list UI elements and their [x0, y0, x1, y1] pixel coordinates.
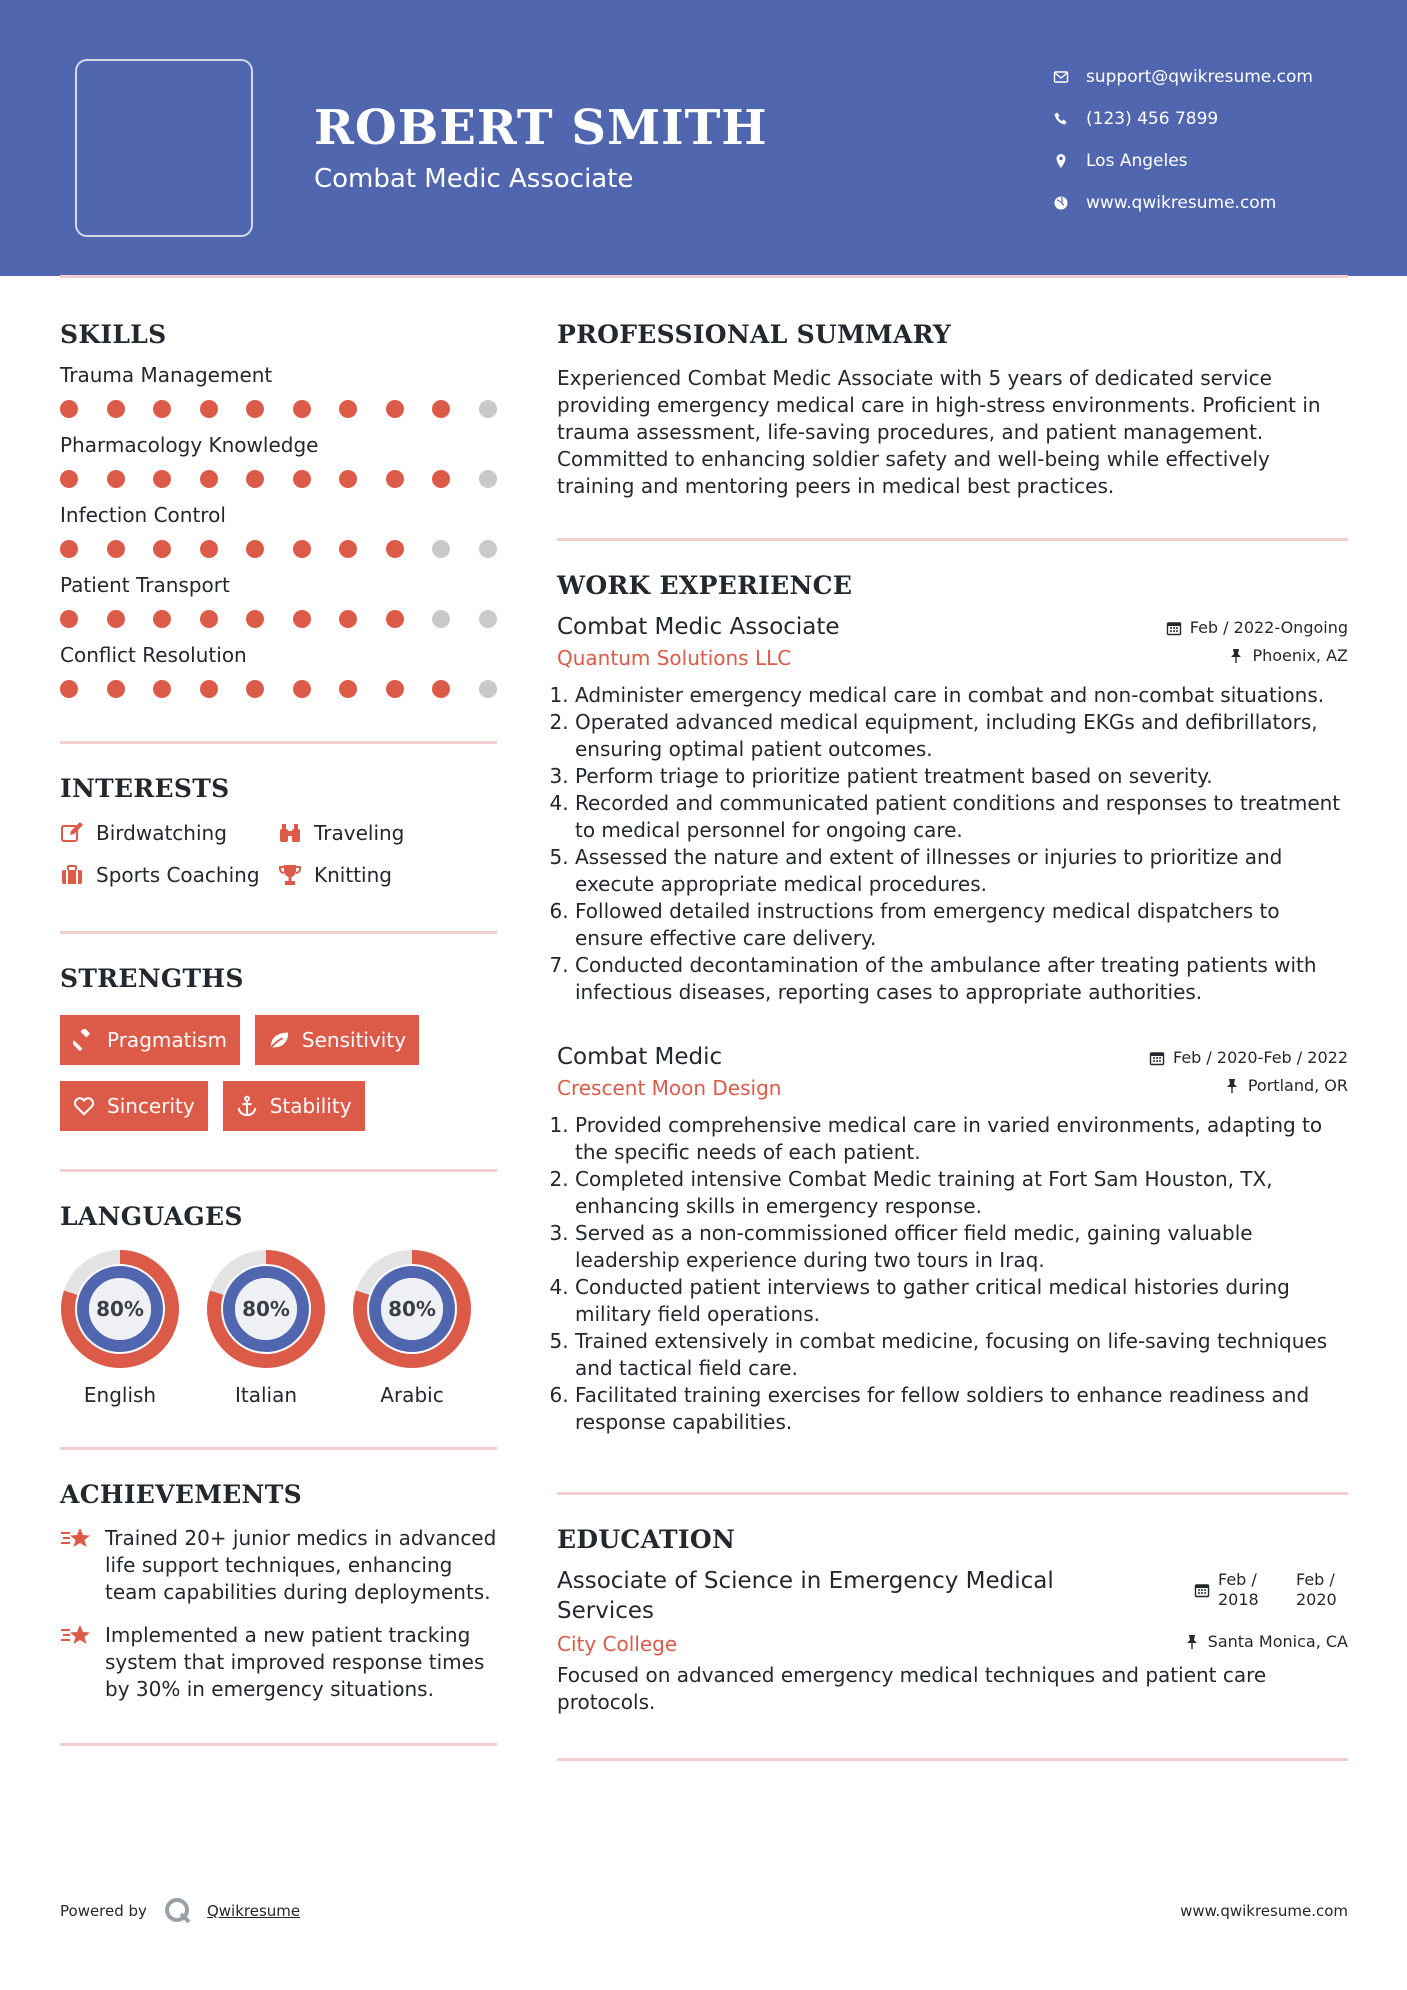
- header-divider: [60, 275, 1348, 278]
- section-divider: [557, 538, 1348, 541]
- skill-item: [60, 433, 497, 489]
- rating-dot: [339, 610, 357, 628]
- rating-dot: [479, 610, 497, 628]
- job-bullets: [557, 1112, 1348, 1436]
- skill-rating: [60, 609, 497, 629]
- globe-icon: [1050, 195, 1072, 211]
- pin-icon: [1224, 1078, 1240, 1094]
- rating-dot: [246, 610, 264, 628]
- footer: [60, 1896, 1348, 1926]
- achievement-item: [60, 1525, 497, 1606]
- rating-dot: [386, 610, 404, 628]
- edit-icon: [60, 821, 84, 845]
- language-name: English: [83, 1383, 157, 1407]
- rating-dot: [432, 470, 450, 488]
- job-entry: [557, 612, 1348, 1006]
- rating-dot: [432, 610, 450, 628]
- job-bullet: 1. Provided comprehensive medical care in varied environments, adapting to the specific needs of each patient.: [575, 1112, 1348, 1166]
- summary-text: Experienced Combat Medic Associate with 5 years of dedicated service providing emergency medical care in high-stress environments. Proficient in trauma assessment, life-saving procedures, and patient management. Committed to enhancing soldier safety and well-being while effectively training and mentoring peers in medical best practices.: [557, 366, 1321, 498]
- work-list: [557, 612, 1348, 1436]
- job-bullet: 1. Administer emergency medical care in combat and non-combat situations.: [575, 682, 1348, 709]
- interest-item: Traveling: [278, 821, 478, 845]
- interests-list: [60, 821, 497, 887]
- pin-icon: [1228, 648, 1244, 664]
- skill-rating: [60, 399, 497, 419]
- calendar-icon: [1194, 1582, 1210, 1598]
- rating-dot: [107, 610, 125, 628]
- envelope-icon: [1050, 69, 1072, 85]
- education-location: Santa Monica, CA: [1184, 1632, 1348, 1651]
- trophy-icon: [278, 863, 302, 887]
- achievement-text: Trained 20+ junior medics in advanced life support techniques, enhancing team capabilities during deployments.: [105, 1526, 497, 1604]
- education-degree: Associate of Science in Emergency Medical Services: [557, 1568, 1054, 1624]
- language-item: [352, 1249, 472, 1407]
- job-location: Portland, OR: [1224, 1076, 1348, 1095]
- rating-dot: [60, 400, 78, 418]
- job-bullet: 3. Served as a non-commissioned officer field medic, gaining valuable leadership experience during two tours in Iraq.: [575, 1220, 1348, 1274]
- education-description: Focused on advanced emergency medical techniques and patient care protocols.: [557, 1663, 1267, 1714]
- language-name: Arabic: [380, 1383, 444, 1407]
- rating-dot: [432, 680, 450, 698]
- contact-phone[interactable]: (123) 456 7899: [1050, 98, 1313, 140]
- rating-dot: [479, 470, 497, 488]
- skill-item: [60, 503, 497, 559]
- right-column: [557, 320, 1348, 1761]
- job-bullet: 6. Facilitated training exercises for fellow soldiers to enhance readiness and response capabilities.: [575, 1382, 1348, 1436]
- calendar-icon: [1149, 1050, 1165, 1066]
- rating-dot: [293, 400, 311, 418]
- strength-tag: Pragmatism: [60, 1015, 240, 1065]
- anchor-icon: [236, 1095, 258, 1117]
- language-progress-ring: [352, 1249, 472, 1369]
- rating-dot: [200, 610, 218, 628]
- language-progress-ring: [206, 1249, 326, 1369]
- language-item: [206, 1249, 326, 1407]
- skill-name: Conflict Resolution: [60, 643, 247, 667]
- rating-dot: [107, 470, 125, 488]
- section-divider: [60, 1169, 497, 1172]
- job-bullet: 3. Perform triage to prioritize patient treatment based on severity.: [575, 763, 1348, 790]
- rating-dot: [107, 400, 125, 418]
- skill-item: [60, 573, 497, 629]
- section-divider: [557, 1758, 1348, 1761]
- contact-location: Los Angeles: [1050, 140, 1313, 182]
- header: [0, 0, 1407, 276]
- job-location: Phoenix, AZ: [1228, 646, 1348, 665]
- job-company: Quantum Solutions LLC: [557, 646, 792, 670]
- job-bullet: 5. Assessed the nature and extent of illnesses or injuries to prioritize and execute appropriate medical procedures.: [575, 844, 1348, 898]
- skill-name: Pharmacology Knowledge: [60, 433, 319, 457]
- rating-dot: [246, 470, 264, 488]
- skill-name: Trauma Management: [60, 363, 273, 387]
- education-dates: Feb / 2018 Feb / 2020: [1194, 1570, 1348, 1610]
- interests-title: INTERESTS: [60, 774, 230, 803]
- contact-website[interactable]: www.qwikresume.com: [1050, 182, 1313, 224]
- section-divider: [60, 1743, 497, 1746]
- qwikresume-logo-icon: [163, 1896, 193, 1926]
- job-bullet: 7. Conducted decontamination of the ambulance after treating patients with infectious diseases, reporting cases to appropriate authorities.: [575, 952, 1348, 1006]
- rating-dot: [200, 400, 218, 418]
- job-dates: Feb / 2020-Feb / 2022: [1149, 1048, 1348, 1067]
- job-bullet: 6. Followed detailed instructions from emergency medical dispatchers to ensure effective care delivery.: [575, 898, 1348, 952]
- job-bullets: [557, 682, 1348, 1006]
- rating-dot: [293, 540, 311, 558]
- rating-dot: [339, 680, 357, 698]
- rating-dot: [107, 680, 125, 698]
- rating-dot: [479, 540, 497, 558]
- rating-dot: [153, 540, 171, 558]
- candidate-role: Combat Medic Associate: [314, 164, 634, 194]
- work-title: WORK EXPERIENCE: [557, 571, 853, 600]
- binoculars-icon: [278, 821, 302, 845]
- job-entry: [557, 1042, 1348, 1436]
- job-bullet: 2. Operated advanced medical equipment, including EKGs and defibrillators, ensuring optimal patient outcomes.: [575, 709, 1348, 763]
- skill-rating: [60, 679, 497, 699]
- language-percent: 80%: [96, 1297, 144, 1321]
- skill-item: [60, 643, 497, 699]
- rating-dot: [200, 540, 218, 558]
- language-percent: 80%: [388, 1297, 436, 1321]
- skill-name: Patient Transport: [60, 573, 230, 597]
- strengths-list: [60, 1015, 497, 1131]
- education-title: EDUCATION: [557, 1525, 736, 1554]
- job-bullet: 5. Trained extensively in combat medicine, focusing on life-saving techniques and tactical field care.: [575, 1328, 1348, 1382]
- rating-dot: [60, 470, 78, 488]
- profile-photo-frame: [75, 59, 253, 237]
- job-bullet: 2. Completed intensive Combat Medic training at Fort Sam Houston, TX, enhancing skills in emergency response.: [575, 1166, 1348, 1220]
- phone-icon: [1050, 111, 1072, 127]
- rating-dot: [246, 540, 264, 558]
- section-divider: [60, 1447, 497, 1450]
- calendar-icon: [1166, 620, 1182, 636]
- rating-dot: [200, 470, 218, 488]
- rating-dot: [432, 540, 450, 558]
- contact-info: [1050, 56, 1313, 224]
- star-badge-icon: [60, 1525, 92, 1555]
- achievement-item: [60, 1622, 497, 1703]
- rating-dot: [107, 540, 125, 558]
- skills-title: SKILLS: [60, 320, 167, 349]
- section-divider: [557, 1492, 1348, 1495]
- candidate-name: ROBERT SMITH: [314, 100, 768, 156]
- rating-dot: [293, 680, 311, 698]
- job-title: Combat Medic: [557, 1044, 723, 1070]
- rating-dot: [60, 680, 78, 698]
- job-title: Combat Medic Associate: [557, 614, 840, 640]
- job-dates: Feb / 2022-Ongoing: [1166, 618, 1348, 637]
- rating-dot: [339, 540, 357, 558]
- job-bullet: 4. Recorded and communicated patient conditions and responses to treatment to medical personnel for ongoing care.: [575, 790, 1348, 844]
- skill-item: [60, 363, 497, 419]
- rating-dot: [153, 610, 171, 628]
- left-column: [60, 320, 497, 1746]
- language-name: Italian: [234, 1383, 298, 1407]
- education-entry: [557, 1566, 1348, 1716]
- powered-by: Powered by Qwikresume: [60, 1896, 300, 1926]
- interest-item: Sports Coaching: [60, 863, 278, 887]
- language-percent: 80%: [242, 1297, 290, 1321]
- star-badge-icon: [60, 1622, 92, 1652]
- rating-dot: [153, 400, 171, 418]
- languages-list: [60, 1249, 497, 1407]
- interest-item: Knitting: [278, 863, 478, 887]
- section-divider: [60, 741, 497, 744]
- section-divider: [60, 931, 497, 934]
- achievement-text: Implemented a new patient tracking system that improved response times by 30% in emergency situations.: [105, 1623, 485, 1701]
- rating-dot: [386, 540, 404, 558]
- strength-tag: Sensitivity: [255, 1015, 419, 1065]
- job-bullet: 4. Conducted patient interviews to gather critical medical histories during military field operations.: [575, 1274, 1348, 1328]
- heart-icon: [73, 1095, 95, 1117]
- rating-dot: [386, 470, 404, 488]
- rating-dot: [60, 610, 78, 628]
- rating-dot: [339, 400, 357, 418]
- rating-dot: [339, 470, 357, 488]
- rating-dot: [479, 680, 497, 698]
- contact-email[interactable]: support@qwikresume.com: [1050, 56, 1313, 98]
- strengths-title: STRENGTHS: [60, 964, 244, 993]
- language-item: [60, 1249, 180, 1407]
- rating-dot: [293, 470, 311, 488]
- summary-title: PROFESSIONAL SUMMARY: [557, 320, 952, 349]
- rating-dot: [153, 680, 171, 698]
- achievements-title: ACHIEVEMENTS: [60, 1480, 302, 1509]
- strength-tag: Sincerity: [60, 1081, 208, 1131]
- qwikresume-link[interactable]: Qwikresume: [206, 1902, 301, 1920]
- rating-dot: [246, 680, 264, 698]
- languages-title: LANGUAGES: [60, 1202, 243, 1231]
- achievements-list: [60, 1525, 497, 1703]
- skills-list: [60, 363, 497, 699]
- strength-tag: Stability: [223, 1081, 365, 1131]
- education-school: City College: [557, 1632, 678, 1656]
- rating-dot: [386, 680, 404, 698]
- rating-dot: [200, 680, 218, 698]
- footer-website[interactable]: www.qwikresume.com: [1180, 1902, 1348, 1920]
- interest-item: Birdwatching: [60, 821, 278, 845]
- map-pin-icon: [1050, 153, 1072, 169]
- skill-rating: [60, 539, 497, 559]
- pin-icon: [1184, 1634, 1200, 1650]
- briefcase-icon: [60, 863, 84, 887]
- rating-dot: [386, 400, 404, 418]
- skill-name: Infection Control: [60, 503, 226, 527]
- rating-dot: [60, 540, 78, 558]
- rating-dot: [432, 400, 450, 418]
- rating-dot: [479, 400, 497, 418]
- job-company: Crescent Moon Design: [557, 1076, 782, 1100]
- skill-rating: [60, 469, 497, 489]
- rating-dot: [246, 400, 264, 418]
- rating-dot: [293, 610, 311, 628]
- gavel-icon: [73, 1029, 95, 1051]
- leaf-icon: [268, 1029, 290, 1051]
- language-progress-ring: [60, 1249, 180, 1369]
- rating-dot: [153, 470, 171, 488]
